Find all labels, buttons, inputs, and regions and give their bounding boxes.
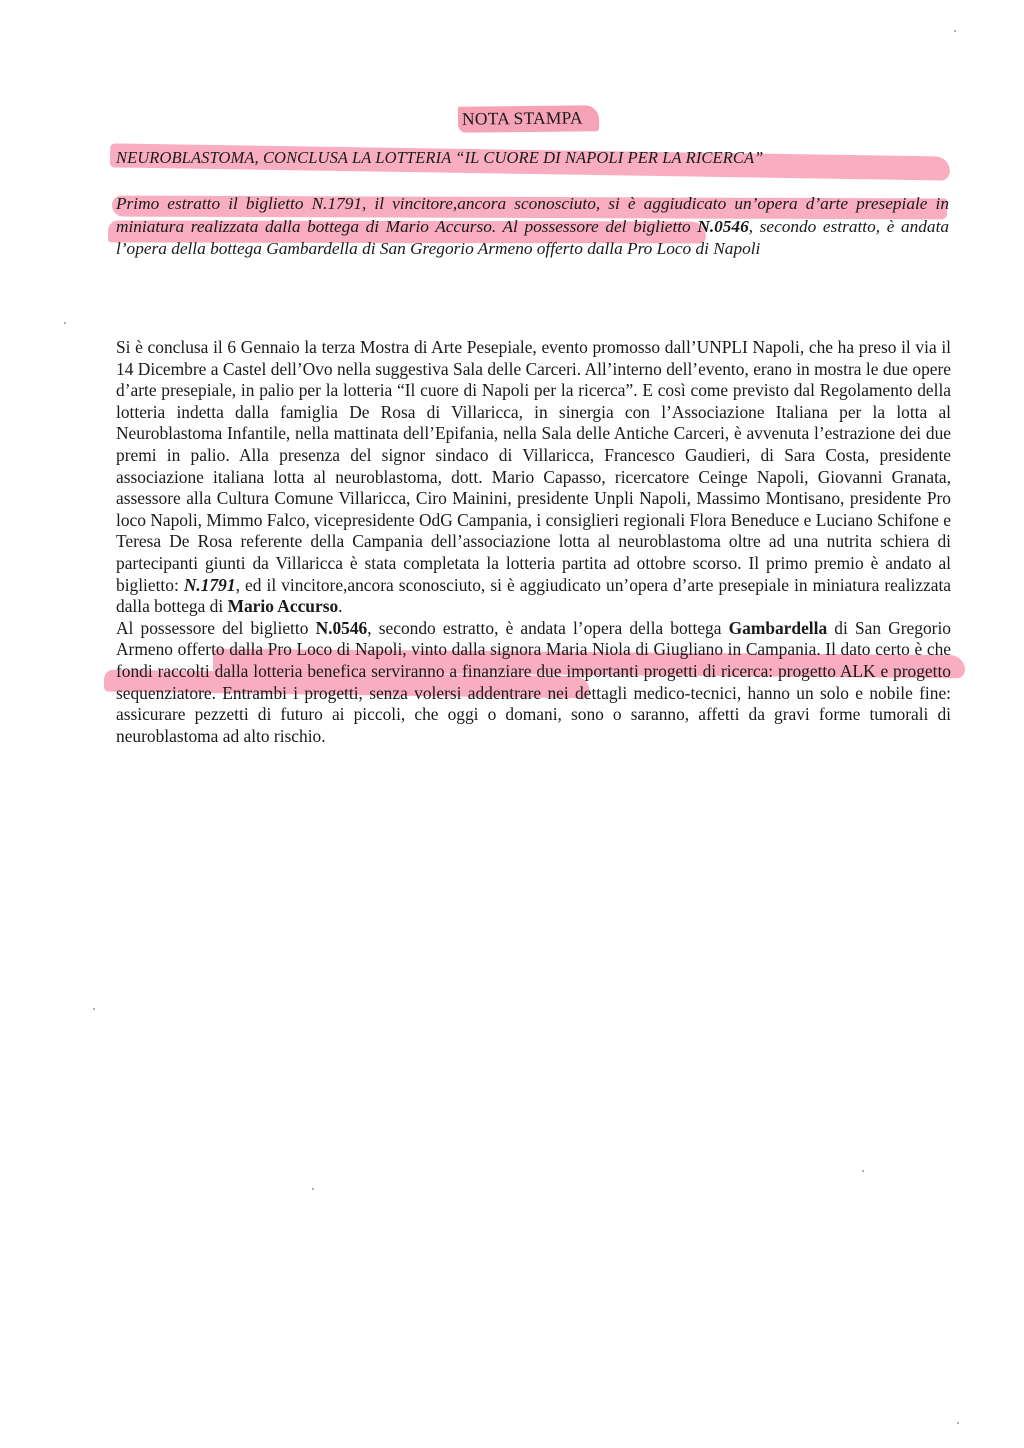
body-text-1b: , ed il vincitore,ancora sconosciuto, si è aggiudicato un’opera d’arte presepiale in miniatura realizzata dalla bottega di [116,574,951,617]
winning-ticket-1: N.1791 [183,574,236,595]
lead-ticket-number: N.0546 [697,216,749,236]
body-text-1: Si è conclusa il 6 Gennaio la terza Mostra di Arte Pesepiale, evento promosso dall’UNPLI Napoli, che ha preso il via il 14 Dicembre a Castel dell’Ovo nella suggestiva Sala delle Carceri. All’interno dell’evento, erano in mostra le due opere d’arte presepiale, in palio per la lotteria “Il cuore di Napoli per la ricerca”. E così come previsto dal Regolamento della lotteria indetta dalla famiglia De Rosa di Villaricca, in sinergia con l’Associazione Italiana per la lotta al Neuroblastoma Infantile, nella mattinata dell’Epifania, nella Sala delle Antiche Carceri, è avvenuta l’estrazione dei due premi in palio. Alla presenza del signor sindaco di Villaricca, Francesco Gaudieri, di Sara Costa, presidente associazione italiana lotta al neuroblastoma, dott. Mario Capasso, ricercatore Ceinge Napoli, Giovanni Granata, assessore alla Cultura Comune Villaricca, Ciro Mainini, presidente Unpli Napoli, Massimo Montisano, presidente Pro loco Napoli, Mimmo Falco, vicepresidente OdG Campania, i consiglieri regionali Flora Beneduce e Luciano Schifone e Teresa De Rosa referente della Campania dell’associazione lotta al neuroblastoma oltre ad una nutrita schiera di partecipanti giunti da Villaricca è stata completata la lotteria partita ad ottobre scorso. Il primo premio è andato al biglietto: [116,337,951,595]
lead-text-2: , secondo estratto, è andata l’opera della bottega Gambardella di San Gregorio Armeno offerto dalla Pro Loco di Napoli [116,216,950,258]
scan-speck [93,1008,95,1010]
lead-text-1: Primo estratto il biglietto N.1791, il vincitore,ancora sconosciuto, si è aggiudicato un’opera d’arte presepiale in miniatura realizzata dalla bottega di Mario Accurso. Al possessore del biglietto [116,194,949,236]
scan-speck [312,1188,314,1190]
headline: NEUROBLASTOMA, CONCLUSA LA LOTTERIA “IL CUORE DI NAPOLI PER LA RICERCA” [116,148,764,167]
body-text [116,337,951,747]
scan-speck [862,1170,864,1172]
maker-name-1: Mario Accurso [227,596,339,617]
maker-name-2: Gambardella [728,617,828,638]
body-paragraph-1 [116,337,951,618]
scan-speck [957,1422,959,1424]
winning-ticket-2: N.0546 [315,617,368,638]
body-text-2b: , secondo estratto, è andata l’opera della bottega [367,617,729,638]
scan-speck [64,322,66,324]
body-paragraph-2 [116,618,951,748]
lead-paragraph [116,193,949,261]
scan-speck [954,30,956,32]
body-text-1c: . [338,596,343,617]
page-title: NOTA STAMPA [458,105,599,132]
body-text-2a: Al possessore del biglietto [116,617,316,638]
body-text-2c: di San Gregorio Armeno offerto dalla Pro Loco di Napoli, vinto dalla signora Maria Niola di Giugliano in Campania. Il dato certo è che fondi raccolti dalla lotteria benefica serviranno a finanziare due importanti progetti di ricerca: progetto ALK e progetto sequenziatore. Entrambi i progetti, senza volersi addentrare nei dettagli medico-tecnici, hanno un solo e nobile fine: assicurare pezzetti di futuro ai piccoli, che oggi o domani, sono o saranno, affetti da gravi forme tumorali di neuroblastoma ad alto rischio. [116,617,951,746]
